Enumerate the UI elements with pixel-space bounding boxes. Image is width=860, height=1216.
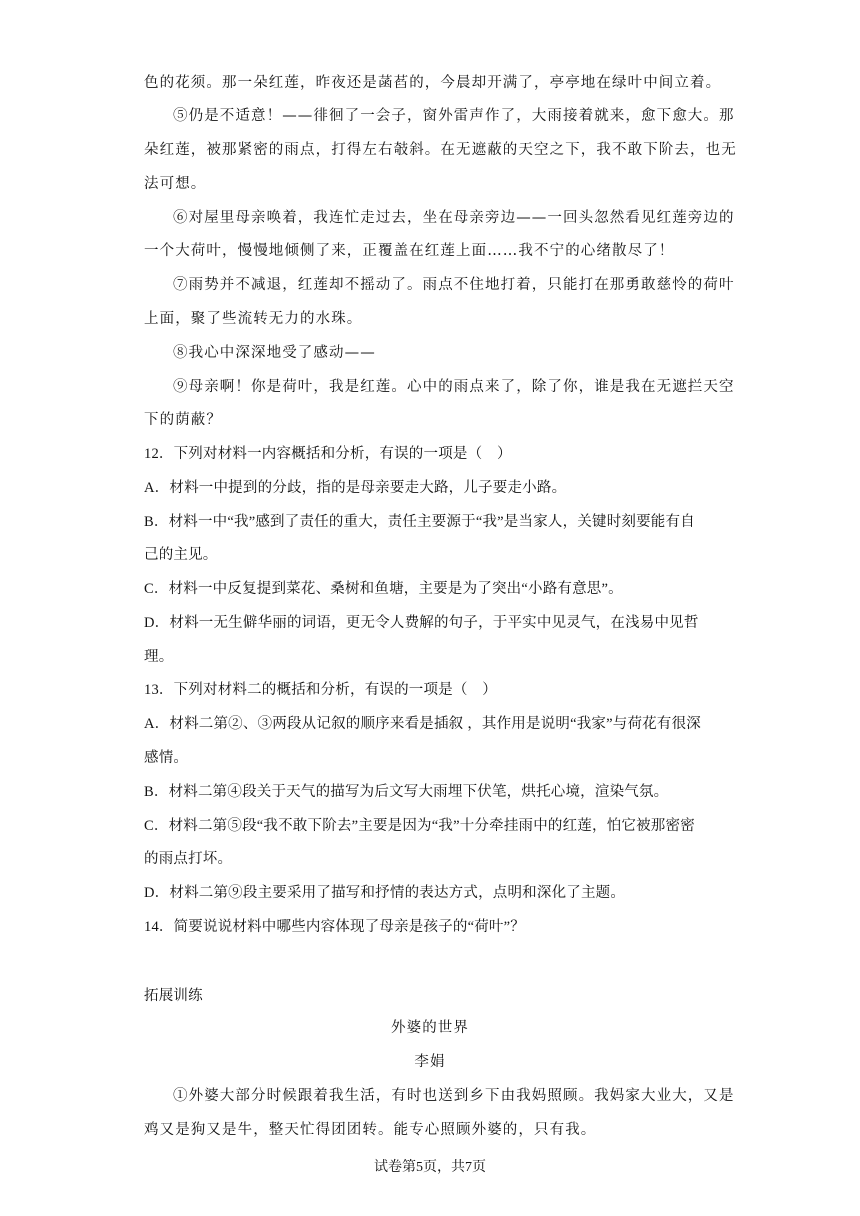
passage-line: ⑨母亲啊！你是荷叶，我是红莲。心中的雨点来了，除了你，谁是我在无遮拦天空 bbox=[173, 379, 735, 395]
option-c: C．材料二第⑤段“我不敢下阶去”主要是因为“我”十分牵挂雨中的红莲，怕它被那密密 bbox=[144, 818, 695, 834]
article-line: ①外婆大部分时候跟着我生活，有时也送到乡下由我妈照顾。我妈家大业大，又是 bbox=[173, 1088, 735, 1104]
passage-line: 一个大荷叶，慢慢地倾侧了来，正覆盖在红莲上面……我不宁的心绪散尽了！ bbox=[144, 243, 675, 259]
passage-line: ⑧我心中深深地受了感动—— bbox=[173, 345, 376, 361]
section-label: 拓展训练 bbox=[144, 988, 203, 1004]
option-c: C．材料一中反复提到菜花、桑树和鱼塘，主要是为了突出“小路有意思”。 bbox=[144, 581, 623, 597]
option-d-continued: 理。 bbox=[144, 649, 174, 665]
article-author: 李娟 bbox=[414, 1054, 446, 1070]
article-line: 鸡又是狗又是牛，整天忙得团团转。能专心照顾外婆的，只有我。 bbox=[144, 1122, 597, 1138]
option-a-continued: 感情。 bbox=[144, 750, 189, 766]
passage-line: 朵红莲，被那紧密的雨点，打得左右攲斜。在无遮蔽的天空之下，我不敢下阶去，也无 bbox=[144, 142, 737, 158]
option-d: D．材料一无生僻华丽的词语，更无令人费解的句子，于平实中见灵气，在浅易中见哲 bbox=[144, 615, 699, 631]
passage-line: 法可想。 bbox=[144, 176, 207, 192]
page-footer: 试卷第5页，共7页 bbox=[374, 1160, 486, 1175]
option-a: A．材料二第②、③两段从记叙的顺序来看是插叙 ，其作用是说明“我家”与荷花有很深 bbox=[144, 716, 701, 732]
passage-line: ⑤仍是不适意！——徘徊了一会子，窗外雷声作了，大雨接着就来，愈下愈大。那 bbox=[173, 108, 735, 124]
option-b: B．材料一中“我”感到了责任的重大，责任主要源于“我”是当家人，关键时刻要能有自 bbox=[144, 514, 695, 530]
article-title: 外婆的世界 bbox=[391, 1020, 469, 1036]
passage-line: 下的荫蔽？ bbox=[144, 412, 222, 428]
question-stem: 13．下列对材料二的概括和分析，有误的一项是（ ） bbox=[144, 682, 497, 698]
option-b: B．材料二第④段关于天气的描写为后文写大雨埋下伏笔，烘托心境，渲染气氛。 bbox=[144, 784, 669, 800]
passage-line: 上面，聚了些流转无力的水珠。 bbox=[144, 311, 363, 327]
passage-line: 色的花须。那一朵红莲，昨夜还是菡萏的，今晨却开满了，亭亭地在绿叶中间立着。 bbox=[144, 75, 722, 91]
option-c-continued: 的雨点打坏。 bbox=[144, 851, 233, 867]
passage-line: ⑥对屋里母亲唤着，我连忙走过去，坐在母亲旁边——一回头忽然看见红莲旁边的 bbox=[173, 210, 735, 226]
option-a: A．材料一中提到的分歧，指的是母亲要走大路，儿子要走小路。 bbox=[144, 480, 567, 496]
option-d: D．材料二第⑨段主要采用了描写和抒情的表达方式，点明和深化了主题。 bbox=[144, 885, 626, 901]
question-14-stem: 14．简要说说材料中哪些内容体现了母亲是孩子的“荷叶”？ bbox=[144, 919, 525, 935]
passage-line: ⑦雨势并不减退，红莲却不摇动了。雨点不住地打着，只能打在那勇敢慈怜的荷叶 bbox=[173, 277, 735, 293]
option-b-continued: 己的主见。 bbox=[144, 547, 218, 563]
question-stem: 12．下列对材料一内容概括和分析，有误的一项是（ ） bbox=[144, 446, 512, 462]
